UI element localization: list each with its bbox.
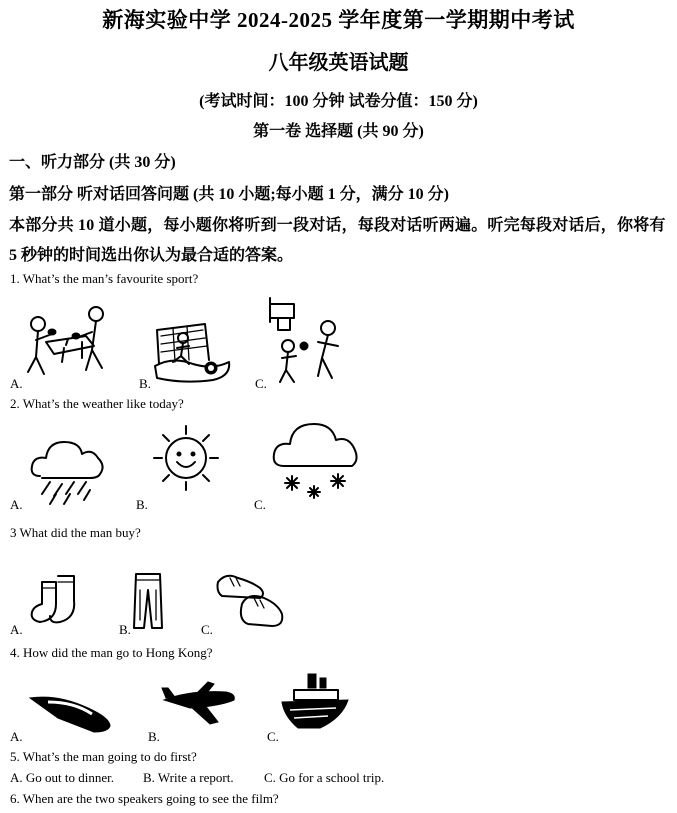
q1-option-c[interactable]: C. [255, 376, 267, 391]
table-tennis-image [24, 302, 114, 382]
q3-option-a[interactable]: A. [10, 622, 23, 637]
volume-heading: 第一卷 选择题 (共 90 分) [253, 123, 424, 140]
q1-option-a[interactable]: A. [10, 376, 23, 391]
q1-option-b[interactable]: B. [139, 376, 151, 391]
airplane-image [160, 680, 238, 730]
question-3: 3 What did the man buy? [10, 525, 141, 540]
question-1: 1. What’s the man’s favourite sport? [10, 271, 199, 286]
exam-title: 新海实验中学 2024-2025 学年度第一学期期中考试 [102, 8, 575, 32]
question-4: 4. How did the man go to Hong Kong? [10, 645, 213, 660]
q4-option-a[interactable]: A. [10, 729, 23, 744]
question-5: 5. What’s the man going to do first? [10, 749, 197, 764]
soccer-image [153, 320, 233, 384]
instructions-line-2: 5 秒钟的时间选出你认为最合适的答案。 [9, 247, 294, 264]
trousers-image [132, 570, 166, 632]
question-6: 6. When are the two speakers going to see the film? [10, 791, 279, 806]
q4-option-b[interactable]: B. [148, 729, 160, 744]
q3-option-b[interactable]: B. [119, 622, 131, 637]
basketball-image [268, 296, 348, 386]
part-title: 第一部分 听对话回答问题 (共 10 小题;每小题 1 分，满分 10 分) [9, 186, 449, 203]
snowy-cloud-icon [272, 420, 360, 502]
shoes-image [214, 568, 286, 632]
section-title: 一、听力部分 (共 30 分) [9, 154, 176, 171]
question-2: 2. What’s the weather like today? [10, 396, 184, 411]
q4-option-c[interactable]: C. [267, 729, 279, 744]
sunny-icon [150, 422, 222, 494]
q5-option-b[interactable]: B. Write a report. [143, 770, 234, 785]
instructions-line-1: 本部分共 10 道小题，每小题你将听到一段对话，每段对话听两遍。听完每段对话后，你将有 [9, 217, 666, 234]
q3-option-c[interactable]: C. [201, 622, 213, 637]
rainy-cloud-icon [30, 432, 108, 506]
socks-image [28, 572, 86, 630]
exam-info: (考试时间：100 分钟 试卷分值：150 分) [199, 93, 478, 110]
high-speed-train-image [28, 688, 114, 738]
exam-subtitle: 八年级英语试题 [268, 52, 409, 74]
q2-option-b[interactable]: B. [136, 497, 148, 512]
q2-option-a[interactable]: A. [10, 497, 23, 512]
q2-option-c[interactable]: C. [254, 497, 266, 512]
ship-image [280, 670, 350, 736]
q5-option-a[interactable]: A. Go out to dinner. [10, 770, 114, 785]
q5-option-c[interactable]: C. Go for a school trip. [264, 770, 385, 785]
